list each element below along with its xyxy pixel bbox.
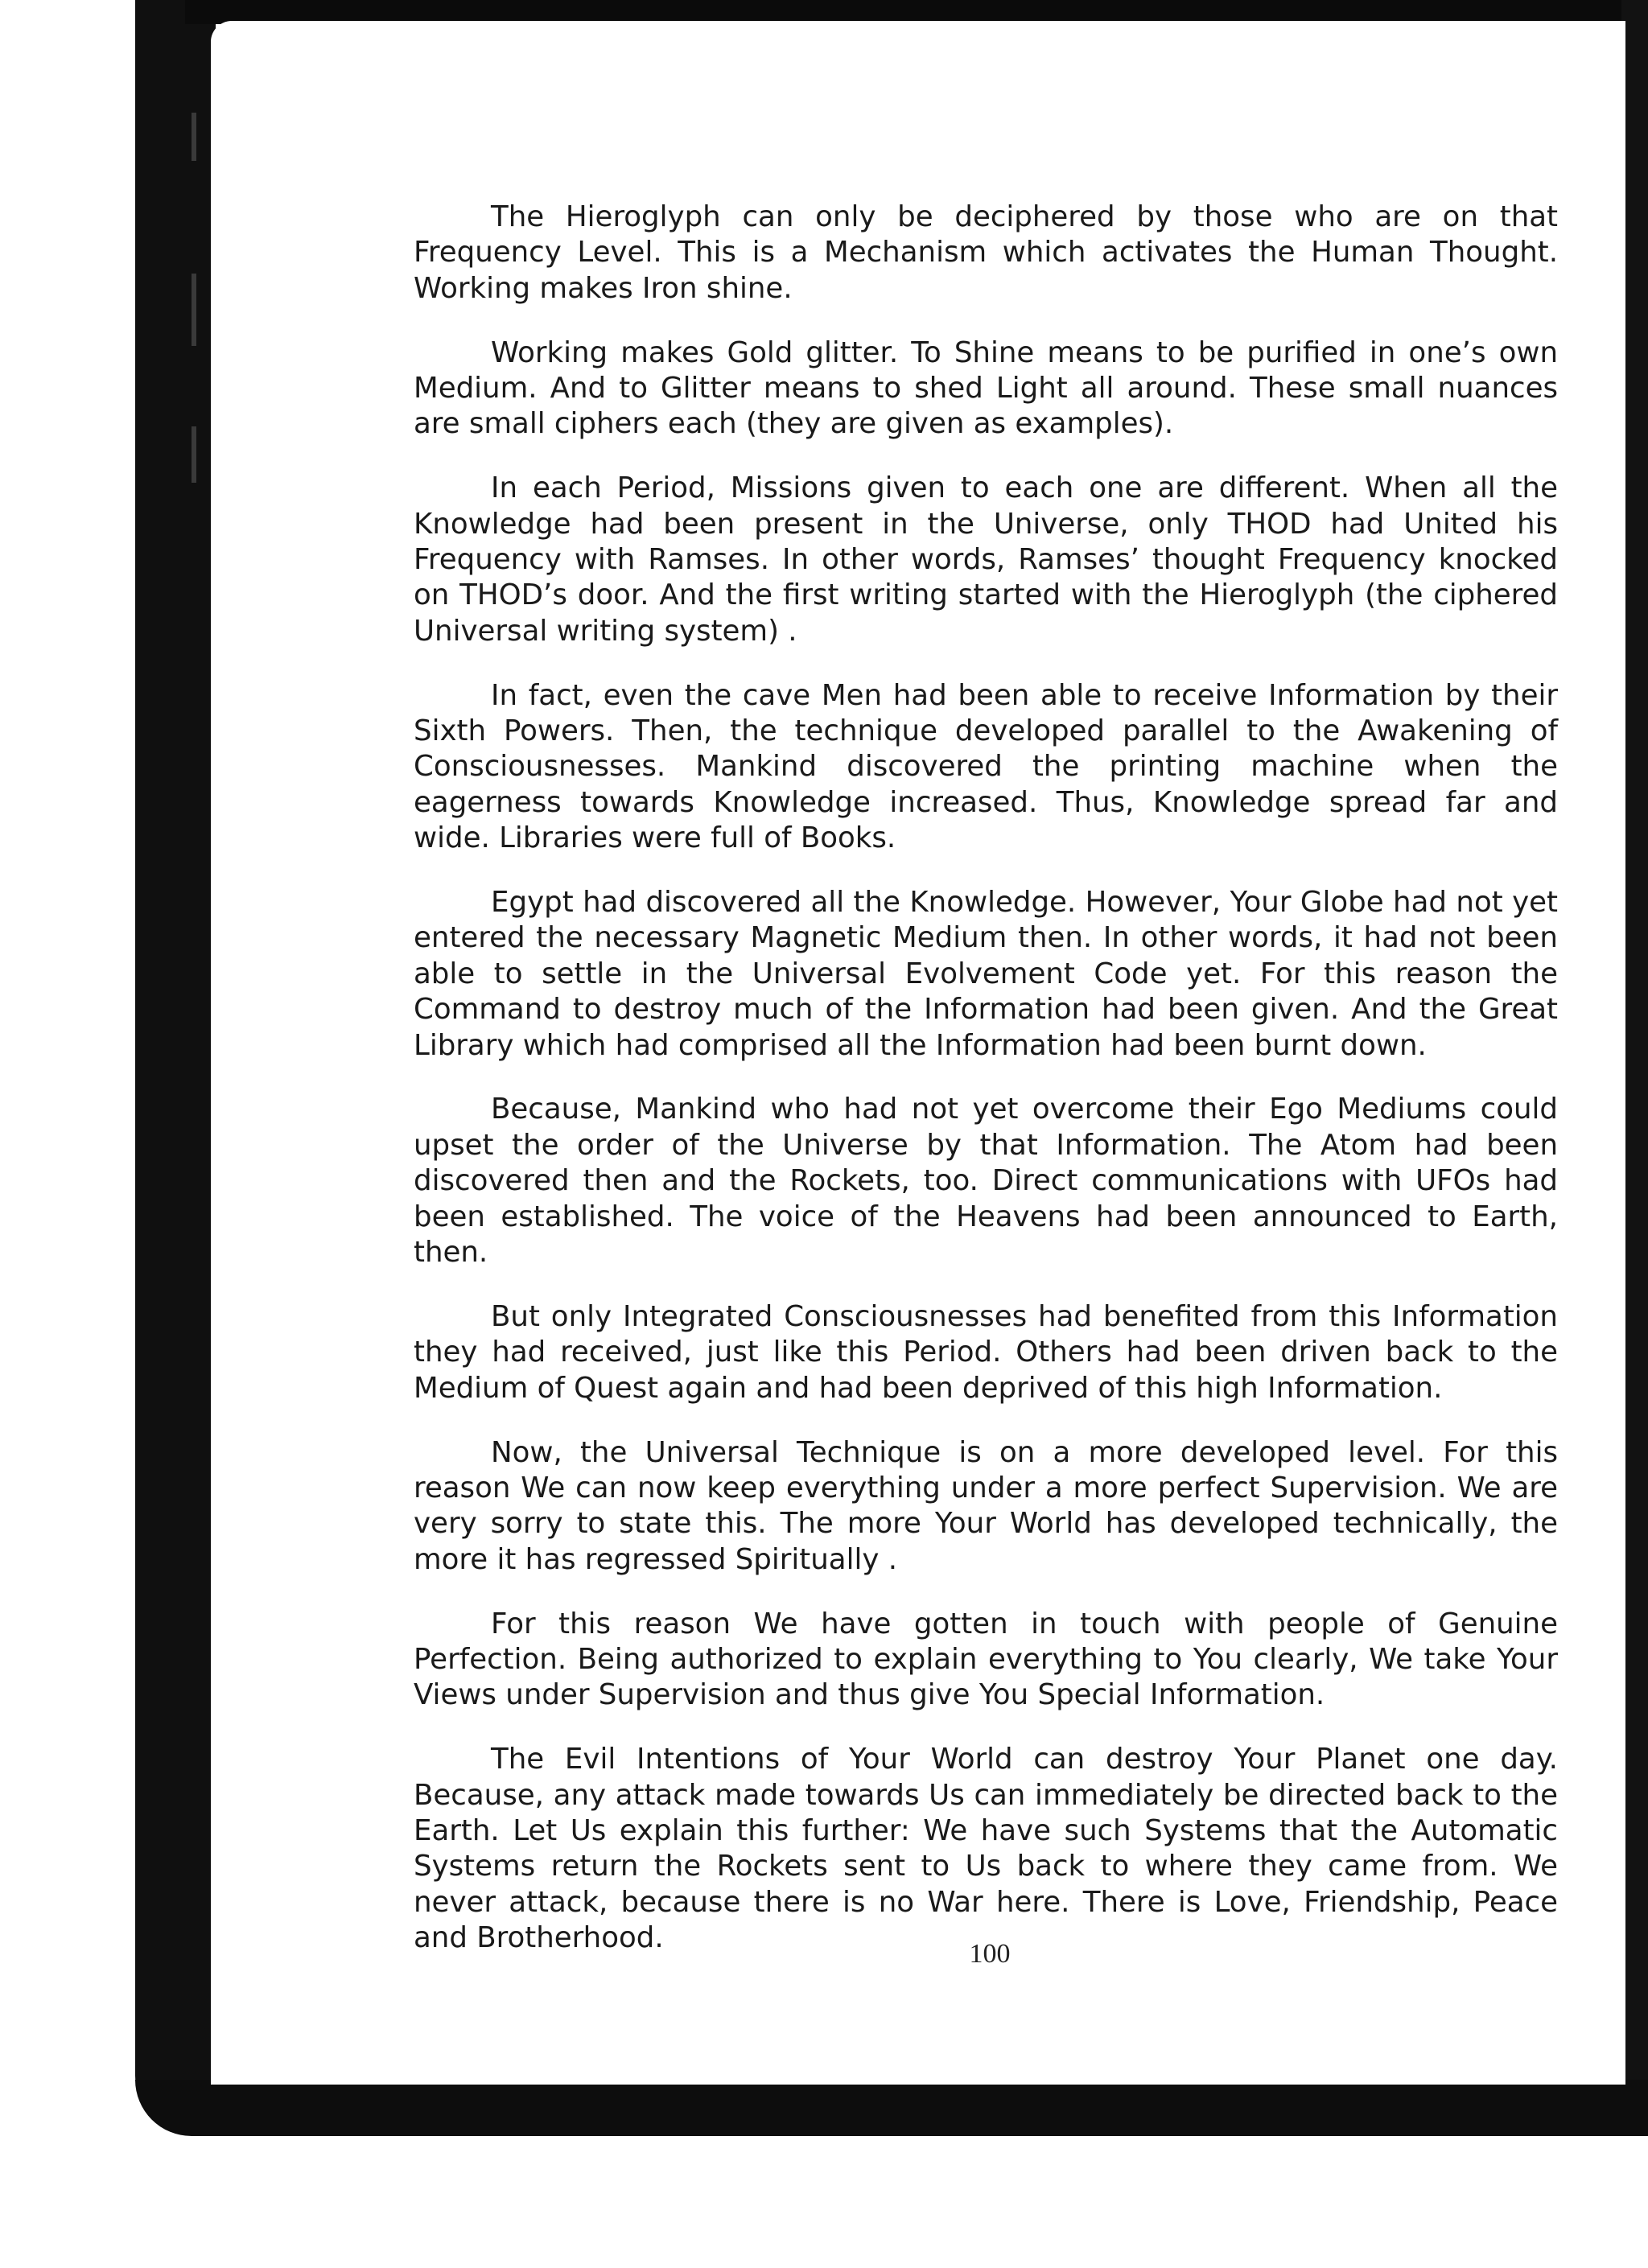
body-text [414, 200, 1558, 1985]
scan-border-left [135, 0, 216, 2124]
paragraph: Working makes Gold glitter. To Shine means to be purified in one’s own Medium. And to Glitter means to shed Light all around. These small nuances are small ciphers each (they are given as examples). [414, 335, 1558, 441]
scan-border-bottom [135, 2080, 1648, 2136]
paragraph: The Evil Intentions of Your World can destroy Your Planet one day. Because, any attack made towards Us can immediately be directed back to the Earth. Let Us explain this further: We have such Systems that the Automatic Systems return the Rockets sent to Us back to where they came from. We never attack, because there is no War here. There is Love, Friendship, Peace and Brotherhood. [414, 1743, 1558, 1955]
paragraph: Egypt had discovered all the Knowledge. However, Your Globe had not yet entered the necessary Magnetic Medium then. In other words, it had not been able to settle in the Universal Evolvement Code yet. For this reason the Command to destroy much of the Information had been given. And the Great Library which had comprised all the Information had been burnt down. [414, 886, 1558, 1062]
paragraph: Now, the Universal Technique is on a more developed level. For this reason We can now keep everything under a more perfect Supervision. We are very sorry to state this. The more Your World has developed technically, the more it has regressed Spiritually . [414, 1435, 1558, 1576]
paragraph: Because, Mankind who had not yet overcome their Ego Mediums could upset the order of the Universe by that Information. The Atom had been discovered then and the Rockets, too. Direct communications with UFOs had been established. The voice of the Heavens had been announced to Earth, then. [414, 1093, 1558, 1270]
page-number: 100 [969, 1939, 1011, 1969]
paragraph: The Hieroglyph can only be deciphered by those who are on that Frequency Level. This is a Mechanism which activates the Human Thought. Working makes Iron shine. [414, 200, 1558, 305]
paragraph: In each Period, Missions given to each one are different. When all the Knowledge had been present in the Universe, only THOD had United his Frequency with Ramses. In other words, Ramses’ thought Frequency knocked on THOD’s door. And the first writing started with the Hieroglyph (the ciphered Universal writing system) . [414, 471, 1558, 648]
paragraph: But only Integrated Consciousnesses had benefited from this Information they had received, just like this Period. Others had been driven back to the Medium of Quest again and had been deprived of this high Information. [414, 1299, 1558, 1405]
paragraph: In fact, even the cave Men had been able to receive Information by their Sixth Powers. Then, the technique developed parallel to the Awakening of Consciousnesses. Mankind discovered the printing machine when the eagerness towards Knowledge increased. Thus, Knowledge spread far and wide. Libraries were full of Books. [414, 678, 1558, 855]
paragraph: For this reason We have gotten in touch with people of Genuine Perfection. Being authorized to explain everything to You clearly, We take Your Views under Supervision and thus give You Special Information. [414, 1607, 1558, 1712]
binding-edge-marks [190, 113, 201, 515]
